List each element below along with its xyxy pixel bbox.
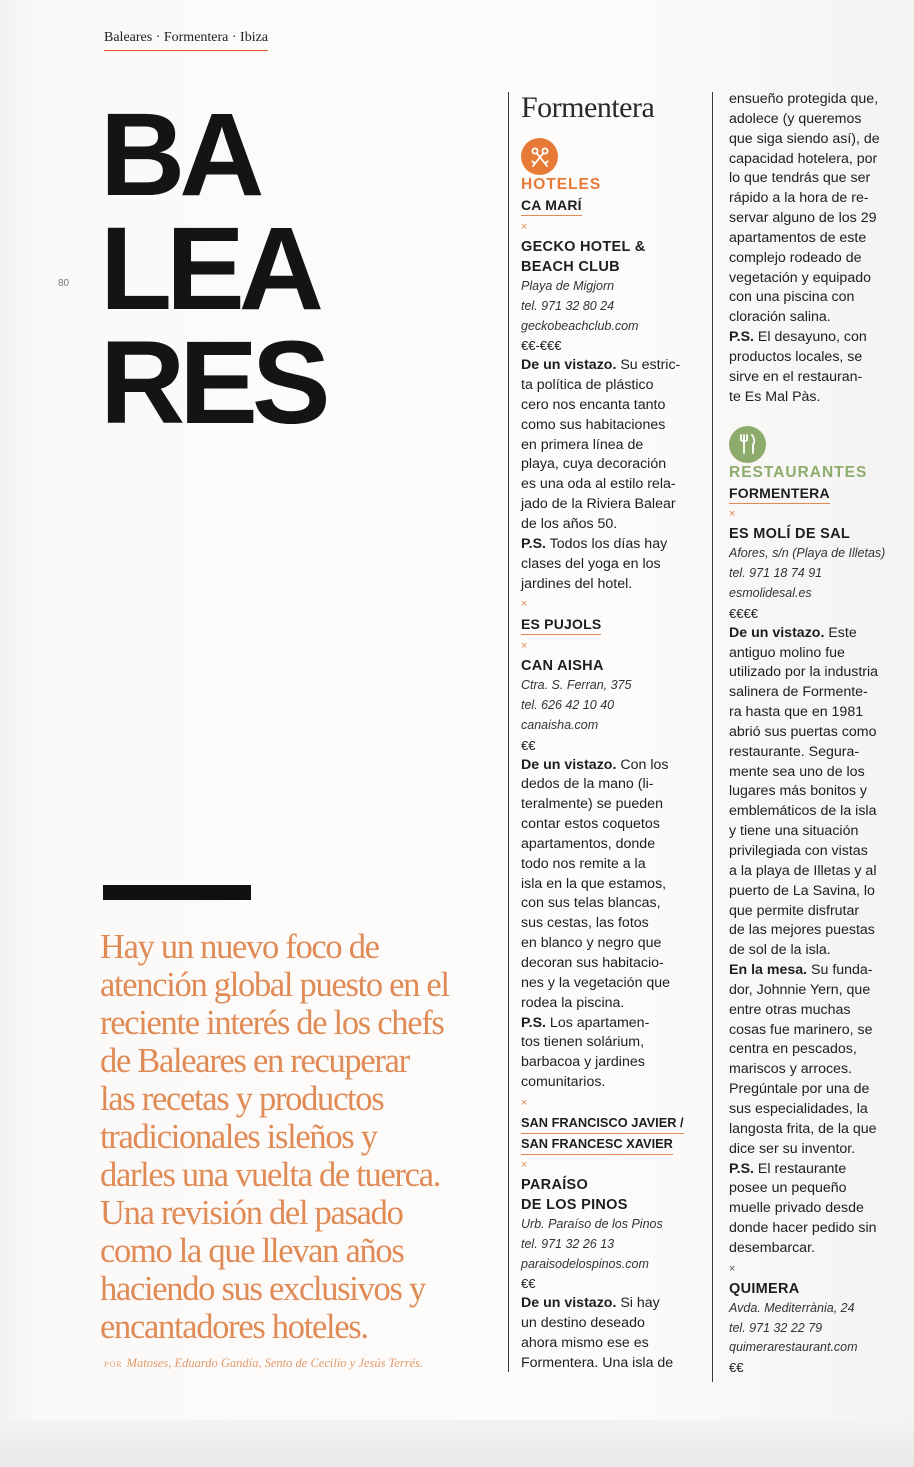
venue-description: De un vistazo. Si hay un destino deseado ahora mismo ese es Formentera. Una isla de [521, 1295, 674, 1371]
crossed-keys-icon [521, 138, 558, 175]
location-heading: ES PUJOLS [521, 614, 601, 635]
breadcrumb: Baleares · Formentera · Ibiza [104, 30, 268, 51]
separator-mark: × [521, 1096, 528, 1109]
intro-line: haciendo sus exclusivos y [100, 1270, 425, 1308]
venue-phone: tel. 971 32 26 13 [521, 1236, 615, 1251]
byline-por: POR [104, 1360, 123, 1369]
venue-ps: P.S. Todos los días hay clases del yoga en los jardines del hotel. [521, 535, 668, 592]
venue-website: quimerarestaurant.com [729, 1340, 858, 1355]
separator-mark: × [729, 1262, 736, 1275]
separator-mark: × [521, 640, 528, 653]
venue-description: De un vistazo. Con los dedos de la mano (li- teralmente) se pueden contar estos coquetos apartamentos, donde todo nos remite a la isla en la que estamos, con sus telas blancas, sus cestas, las fotos en blanco y negro que decoran sus habitacio- nes y la vegetación que rodea la piscina. [521, 756, 671, 1011]
hero-line: LEA [100, 203, 318, 335]
venue-address: Urb. Paraíso de los Pinos [521, 1216, 663, 1231]
intro-line: tradicionales isleños y [100, 1118, 377, 1156]
venue-name: CAN AISHA [521, 658, 604, 675]
venue-name: GECKO HOTEL & [521, 238, 646, 255]
venue-price: €€€€ [729, 605, 758, 621]
intro-line: Una revisión del pasado [100, 1194, 403, 1232]
intro-line: darles una vuelta de tuerca. [100, 1156, 441, 1194]
venue-website: esmolidesal.es [729, 586, 812, 601]
column-divider [508, 92, 509, 1372]
intro-text [100, 928, 500, 1346]
intro-line: las recetas y productos [100, 1080, 384, 1118]
ps-lead: P.S. [521, 535, 546, 552]
venue-website: geckobeachclub.com [521, 318, 639, 333]
venue-website: paraisodelospinos.com [521, 1256, 649, 1271]
location-heading: SAN FRANCISCO JAVIER / [521, 1113, 684, 1134]
intro-line: encantadores hoteles. [100, 1308, 368, 1346]
ps-lead: P.S. [729, 329, 754, 346]
decorative-rule [103, 885, 251, 900]
venue-description: De un vistazo. Su estric- ta política de plástico cero nos encanta tanto como sus habitaciones en primera línea de playa, cuya decoración es una oda al estilo rela- jado de la Riviera Balear de los años 50. [521, 357, 681, 532]
intro-line: como la que llevan años [100, 1232, 404, 1270]
description-lead: De un vistazo. [729, 624, 825, 641]
intro-line: reciente interés de los chefs [100, 1004, 444, 1042]
venue-phone: tel. 971 32 22 79 [729, 1320, 823, 1335]
byline-authors: Matoses, Eduardo Gandía, Sento de Cecilio y Jesús Terrés. [126, 1356, 424, 1370]
venue-website: canaisha.com [521, 717, 599, 732]
category-label-restaurantes: RESTAURANTES [729, 463, 868, 481]
location-heading: FORMENTERA [729, 483, 830, 504]
venue-address: Playa de Migjorn [521, 278, 615, 293]
venue-phone: tel. 971 32 80 24 [521, 298, 615, 313]
section-title: Formentera [521, 91, 655, 124]
venue-name: PARAÍSO [521, 1176, 589, 1193]
venue-address: Ctra. S. Ferran, 375 [521, 678, 632, 693]
venue-description-continued: ensueño protegida que, adolece (y queremos que siga siendo así), de capacidad hotelera, por lo que tendrás que ser rápido a la hora de re- servar alguno de los 29 apartamentos de este complejo rodeado de vegetación y equipado con una piscina con cloración salina. [729, 91, 880, 326]
page-edge [0, 1420, 914, 1467]
venue-name: ES MOLÍ DE SAL [729, 526, 851, 543]
ps-lead: P.S. [521, 1014, 546, 1031]
intro-line: atención global puesto en el [100, 966, 449, 1004]
category-label-hoteles: HOTELES [521, 176, 602, 193]
byline [104, 1356, 504, 1371]
venue-description: De un vistazo. Este antiguo molino fue utilizado por la industria salinera de Formente- ra hasta que en 1981 abrió sus puertas como restaurante. Segura- mente sea uno de los lugares más bonitos y emblemáticos de la isla y tiene una situación privilegiada con vistas a la playa de Illetas y al puerto de La Savina, lo que permite disfrutar de las mejores puestas de sol de la isla. [729, 624, 879, 959]
separator-mark: × [729, 508, 736, 521]
venue-en-la-mesa: En la mesa. Su funda- dor, Johnnie Yern, que entre otras muchas cosas fue marinero, se centra en pescados, mariscos y arroces. Pregúntale por una de sus especialidades, la langosta frita, de la que dice ser su inventor. [729, 962, 877, 1157]
ps-lead: P.S. [729, 1160, 754, 1177]
column-left [521, 90, 706, 1374]
location-heading: SAN FRANCESC XAVIER [521, 1134, 673, 1155]
separator-mark: × [521, 1158, 528, 1171]
description-lead: De un vistazo. [521, 756, 617, 773]
venue-price: €€ [729, 1360, 744, 1376]
venue-phone: tel. 626 42 10 40 [521, 698, 615, 713]
venue-ps: P.S. El restaurante posee un pequeño muelle privado desde donde hacer pedido sin desembarcar. [729, 1160, 877, 1256]
venue-address: Avda. Mediterrània, 24 [729, 1300, 855, 1315]
location-heading: CA MARÍ [521, 195, 582, 216]
cutlery-icon [729, 426, 766, 463]
hero-line: BA [100, 89, 259, 221]
venue-price: €€ [521, 1276, 536, 1292]
venue-ps: P.S. El desayuno, con productos locales, se sirve en el restauran- te Es Mal Pàs. [729, 329, 867, 405]
page-number: 80 [58, 278, 70, 289]
column-divider [712, 92, 713, 1382]
separator-mark: × [521, 220, 528, 233]
venue-address: Afores, s/n (Playa de Illetas) [729, 546, 886, 561]
column-right [729, 90, 909, 1378]
venue-name: DE LOS PINOS [521, 1196, 628, 1213]
venue-name: BEACH CLUB [521, 258, 620, 275]
mesa-lead: En la mesa. [729, 962, 808, 979]
venue-name: QUIMERA [729, 1280, 800, 1297]
intro-line: de Baleares en recuperar [100, 1042, 409, 1080]
separator-mark: × [521, 598, 528, 611]
venue-price: €€-€€€ [521, 338, 562, 354]
hero-title [100, 89, 400, 449]
intro-line: Hay un nuevo foco de [100, 928, 379, 966]
venue-phone: tel. 971 18 74 91 [729, 566, 823, 581]
hero-line: RES [100, 317, 325, 449]
venue-ps: P.S. Los apartamen- tos tienen solárium, barbacoa y jardines comunitarios. [521, 1014, 650, 1091]
venue-price: €€ [521, 737, 536, 753]
description-lead: De un vistazo. [521, 1295, 617, 1312]
description-lead: De un vistazo. [521, 357, 617, 374]
